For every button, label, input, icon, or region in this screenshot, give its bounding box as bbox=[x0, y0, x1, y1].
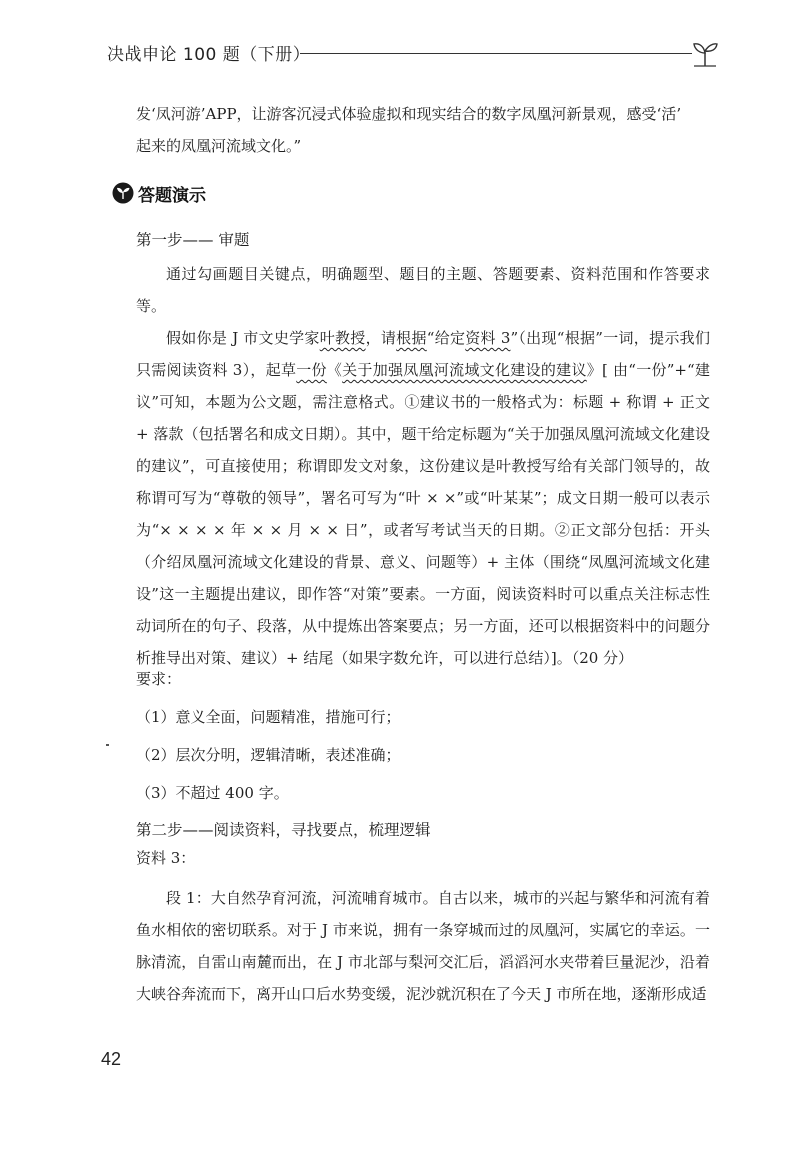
step2-title: 第二步——阅读资料，寻找要点，梳理逻辑 bbox=[136, 821, 431, 839]
intro-block bbox=[136, 98, 710, 162]
material-label: 资料 3： bbox=[136, 849, 196, 867]
scan-mark bbox=[106, 744, 109, 746]
step1-body bbox=[136, 258, 710, 674]
sprout-icon bbox=[691, 38, 719, 68]
keyword-underline: 一份 bbox=[296, 361, 327, 379]
keyword-underline: 关于加强凤凰河流域文化建设的建议 bbox=[342, 361, 587, 379]
page-number: 42 bbox=[101, 1049, 122, 1069]
requirements bbox=[136, 663, 710, 809]
intro-line: 起来的凤凰河流域文化。” bbox=[136, 137, 302, 155]
section-title: 答题演示 bbox=[138, 185, 206, 206]
running-header bbox=[107, 38, 717, 72]
section-heading bbox=[112, 178, 206, 208]
requirement-item: （2）层次分明，逻辑清晰，表述准确； bbox=[136, 746, 401, 764]
step2-body bbox=[136, 882, 710, 1010]
keyword-underline: 根据 bbox=[396, 329, 427, 347]
material-paragraph-1: 段 1：大自然孕育河流，河流哺育城市。自古以来，城市的兴起与繁华和河流有着鱼水相依的密切联系。对于 J 市来说，拥有一条穿城而过的凤凰河，实属它的幸运。一脉清流，自雷山南麓而出，在 J 市北部与梨河交汇后，滔滔河水夹带着巨量泥沙，沿着大峡谷奔流而下，离开山口后水势变缓，泥沙就沉积在了今天 J 市所在地，逐渐形成适 bbox=[136, 889, 710, 1003]
step1-paragraph-1: 通过勾画题目关键点，明确题型、题目的主题、答题要素、资料范围和作答要求等。 bbox=[136, 265, 710, 315]
step1-title: 第一步—— 审题 bbox=[136, 231, 250, 249]
keyword-underline: 资料 3 bbox=[465, 329, 511, 347]
step1-paragraph-2: 假如你是 J 市文史学家叶教授，请根据“给定资料 3”（出现“根据”一词，提示我们只需阅读资料 3），起草一份《关于加强凤凰河流域文化建设的建议》[ 由“一份”+“建议”可知，本题为公文题，需注意格式。①建议书的一般格式为：标题 + 称谓 + 正文 + 落款（包括署名和成文日期）。其中，题干给定标题为“关于加强凤凰河流域文化建设的建议”，可直接使用；称谓即发文对象，这份建议是叶教授写给有关部门领导的，故称谓可写为“尊敬的领导”，署名可写为“叶 × ×”或“叶某某”；成文日期一般可以表示为“× × × × 年 × × 月 × × 日”，或者写考试当天的日期。②正文部分包括：开头（介绍凤凰河流域文化建设的背景、意义、问题等）+ 主体（围绕“凤凰河流域文化建设”这一主题提出建议，即作答“对策”要素。一方面，阅读资料时可以重点关注标志性动词所在的句子、段落，从中提炼出答案要点；另一方面，还可以根据资料中的问题分析推导出对策、建议）+ 结尾（如果字数允许，可以进行总结）]。（20 分） bbox=[136, 329, 710, 667]
keyword-underline: 叶教授 bbox=[319, 329, 366, 347]
requirement-item: （1）意义全面，问题精准，措施可行； bbox=[136, 708, 401, 726]
requirements-label: 要求： bbox=[136, 670, 182, 688]
intro-line: 发‘凤河游’APP，让游客沉浸式体验虚拟和现实结合的数字凤凰河新景观，感受‘活’ bbox=[136, 105, 682, 123]
requirement-item: （3）不超过 400 字。 bbox=[136, 784, 289, 802]
header-title: 决战申论 100 题（下册） bbox=[107, 45, 311, 65]
material-label-block bbox=[136, 842, 710, 874]
header-rule bbox=[300, 53, 692, 54]
leaf-circle-icon bbox=[112, 182, 134, 204]
